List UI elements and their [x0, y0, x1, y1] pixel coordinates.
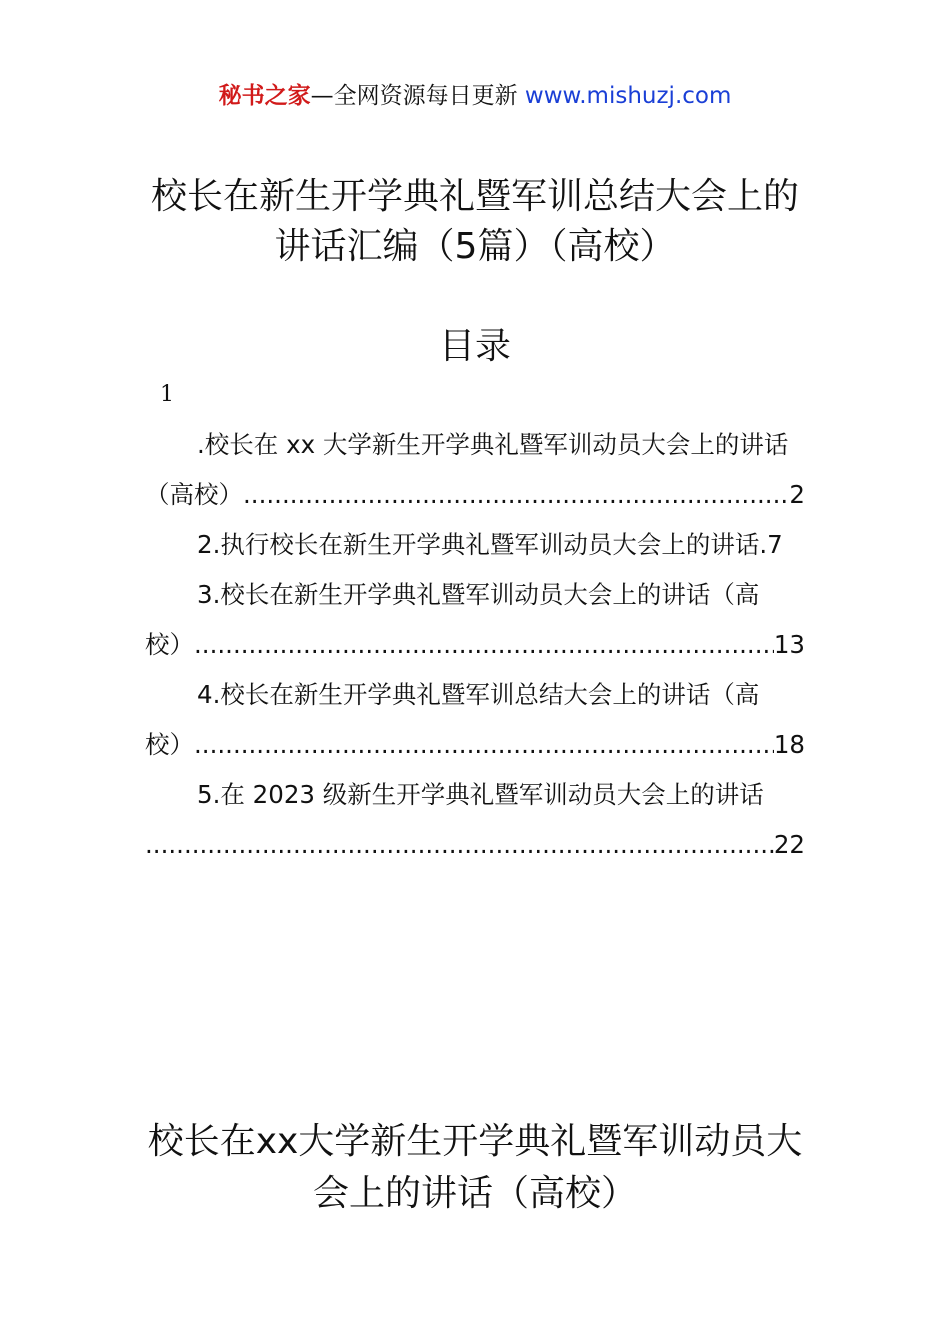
document-title-line2: 讲话汇编（5篇）（高校）	[274, 226, 676, 267]
toc-page-number: 13	[773, 630, 805, 659]
toc-entry-1-line2[interactable]	[145, 470, 805, 520]
toc-entry-text: 2.执行校长在新生开学典礼暨军训动员大会上的讲话.7	[197, 530, 783, 559]
toc-entry-text: 5.在 2023 级新生开学典礼暨军训动员大会上的讲话	[197, 780, 764, 809]
site-header	[0, 80, 950, 112]
toc-entry-1-line1[interactable]	[145, 420, 805, 470]
toc-entry-5-line2[interactable]	[145, 820, 805, 870]
document-title-line1: 校长在新生开学典礼暨军训总结大会上的	[150, 176, 799, 217]
toc-page-number: 2	[789, 480, 805, 509]
header-url-link[interactable]: www.mishuzj.com	[524, 83, 732, 109]
toc-entry-text: 校）	[145, 630, 194, 659]
toc-entry-text: 校）	[145, 730, 194, 759]
toc-entry-5-line1[interactable]	[145, 770, 805, 820]
section-title-line1: 校长在xx大学新生开学典礼暨军训动员大	[147, 1121, 803, 1162]
toc-entry-text: 3.校长在新生开学典礼暨军训动员大会上的讲话（高	[197, 580, 760, 609]
toc-entry-text: .校长在 xx 大学新生开学典礼暨军训动员大会上的讲话	[197, 430, 789, 459]
toc-dot-leader	[145, 820, 774, 870]
table-of-contents	[145, 420, 805, 870]
toc-dot-leader	[194, 720, 774, 770]
toc-dot-leader	[243, 470, 789, 520]
section-title-line2: 会上的讲话（高校）	[312, 1173, 637, 1214]
page-marker: 1	[160, 382, 174, 407]
toc-heading: 目录	[438, 326, 511, 367]
toc-page-number: 22	[773, 830, 805, 859]
toc-entry-4-line1[interactable]	[145, 670, 805, 720]
toc-entry-text: （高校）	[145, 480, 243, 509]
toc-entry-2-line1[interactable]	[145, 520, 805, 570]
toc-entry-4-line2[interactable]	[145, 720, 805, 770]
toc-page-number: 18	[773, 730, 805, 759]
toc-dot-leader	[194, 620, 774, 670]
toc-entry-3-line2[interactable]	[145, 620, 805, 670]
toc-entry-3-line1[interactable]	[145, 570, 805, 620]
section-title	[0, 1116, 950, 1220]
header-tagline: —全网资源每日更新	[310, 83, 525, 109]
toc-entry-text: 4.校长在新生开学典礼暨军训总结大会上的讲话（高	[197, 680, 760, 709]
document-title	[0, 172, 950, 272]
brand-name: 秘书之家	[218, 83, 311, 109]
